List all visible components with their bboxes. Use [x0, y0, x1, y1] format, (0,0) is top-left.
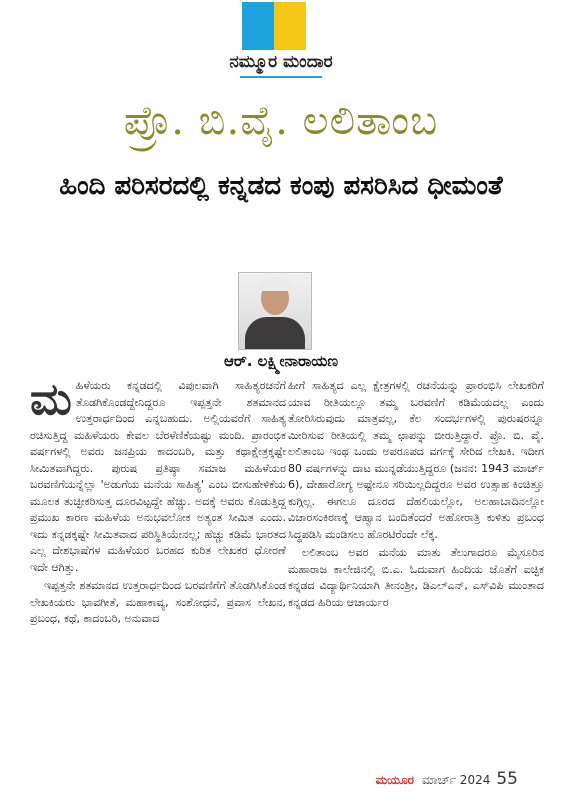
magazine-name: ಮಯೂರ	[375, 773, 415, 787]
article-column-left	[30, 374, 286, 630]
page-number: 55	[496, 769, 518, 789]
paragraph-text: ಹಿಳೆಯರು ಕನ್ನಡದಲ್ಲಿ ವಿಪುಲವಾಗಿ ಸಾಹಿತ್ಯರಚನೆಗೆ ತೊಡಗಿಕೊಂಡದ್ದೇನಿದ್ದರೂ ಇಪ್ಪತ್ತನೇ ಶತಮಾನದ ಉತ್ತರಾರ್ಧದಿಂದ ಎನ್ನಬಹುದು. ಅಲ್ಲಿಯವರೆಗೆ ಸಾಹಿತ್ಯ ರಚಿಸುತ್ತಿದ್ದ ಮಹಿಳೆಯರು ಕೇವಲ ಬೆರಳೆಣಿಕೆಯಷ್ಟು ಮಂದಿ. ಪ್ರಾರಂಭಿಕ ವರ್ಷಗಳಲ್ಲಿ ಅವರು ಜನಪ್ರಿಯ ಕಾದಂಬರಿ, ಮತ್ತು ಕಥಾಕ್ಷೇತ್ರಕ್ಕಷ್ಟೇ ಸೀಮಿತವಾಗಿದ್ದರು. ಪುರುಷ ಪ್ರತಿಷ್ಠಾ ಸಮಾಜ ಮಹಿಳೆಯರ ಬರವಣಿಗೆಯನ್ನೆಲ್ಲಾ 'ಅಡುಗೆಯ ಮನೆಯ ಸಾಹಿತ್ಯ' ಎಂಬ ಬೀಸುಹೇಳಿಕೆಯ ಮೂಲಕ ತುಚ್ಛೀಕರಿಸುತ್ತ ದೂರವಿಟ್ಟದ್ದೇ ಹೆಚ್ಚು. ಅದಕ್ಕೆ ಅವರು ಕೊಡುತ್ತಿದ್ದ ಪ್ರಮುಖ ಕಾರಣ ಮಹಿಳೆಯ ಅನುಭವಲೋಕ ಅತ್ಯಂತ ಸೀಮಿತ ಎಂದು. ಇದು ಕನ್ನಡಕ್ಕಷ್ಟೇ ಸೀಮಿತವಾದ ಪರಿಸ್ಥಿತಿಯೇನಲ್ಲ; ಹೆಚ್ಚು ಕಡಿಮೆ ಭಾರತದ ಎಲ್ಲ ದೇಶಭಾಷೆಗಳ ಮಹಿಳೆಯರ ಬರಹದ ಕುರಿತ ಲೇಖಕರ ಧೋರಣೆ ಇದೇ ಆಗಿತ್ತು.	[30, 379, 286, 574]
page-footer	[376, 769, 518, 789]
article-subtitle: ಹಿಂದಿ ಪರಿಸರದಲ್ಲಿ ಕನ್ನಡದ ಕಂಪು ಪಸರಿಸಿದ ಧೀಮಂತೆ	[59, 171, 503, 201]
paragraph: ಹೀಗೆ ಸಾಹಿತ್ಯದ ಎಲ್ಲ ಕ್ಷೇತ್ರಗಳಲ್ಲಿ ರಚನೆಯನ್ನು ಪ್ರಾರಂಭಿಸಿ ಲೇಖಕರಿಗೆ ಯಾವ ರೀತಿಯಲ್ಲೂ ತಮ್ಮ ಬರವಣಿಗೆ ಕಡಿಮೆಯದಲ್ಲ ಎಂದು ತೋರಿಸಿರುವುದು ಮಾತ್ರವಲ್ಲ, ಕೆಲ ಸಂದರ್ಭಗಳಲ್ಲಿ ಪುರುಷರನ್ನೂ ಮೀರಿಸುವ ರೀತಿಯಲ್ಲಿ ತಮ್ಮ ಛಾಪನ್ನು ಬೀರುತ್ತಿದ್ದಾರೆ. ಪ್ರೊ. ಬಿ. ವೈ. ಲಲಿತಾಂಬ ಇಂಥ ಒಂದು ಅಪರೂಪದ ವರ್ಗಕ್ಕೆ ಸೇರಿದ ಲೇಖಕಿ. ಇದೀಗ 80 ವರ್ಷಗಳನ್ನು ದಾಟ ಮುನ್ನಡೆಯುತ್ತಿದ್ದರೂ (ಜನನ: 1943 ಮಾರ್ಚ್ 6), ದೇಹಾರೋಗ್ಯ ಅಷ್ಟೇನೂ ಸರಿಯಿಲ್ಲದಿದ್ದರೂ ಅವರ ಉತ್ಸಾಹ ಕಿಂಚಿತ್ತೂ ಕುಗ್ಗಿಲ್ಲ. ಈಗಲೂ ದೂರದ ದೆಹಲಿಯಲ್ಲೋ, ಅಲಹಾಬಾದಿನಲ್ಲೋ ವಿಚಾರಸಂಕಿರಣಕ್ಕೆ ಆಹ್ವಾನ ಬಂದಿತೆಂದರೆ ಅಹೋರಾತ್ರಿ ಕುಳಿತು ಪ್ರಬಂಧ ಸಿದ್ಧಪಡಿಸಿ ಮಂಡಿಸಲು ಹೊರಟಿರೆಂದೇ ಲೆಕ್ಕ.	[288, 379, 544, 541]
section-label: ನಮ್ಮೂರ ಮಂದಾರ	[229, 52, 333, 72]
author-subject-photo	[238, 272, 312, 350]
section-divider	[240, 76, 322, 78]
article-column-right	[288, 378, 544, 613]
issue-date: ಮಾರ್ಚ್ 2024	[422, 773, 491, 787]
drop-cap: ಮ	[30, 374, 72, 425]
paragraph: ಲಲಿತಾಂಬ ಅವರ ಮನೆಯ ಮಾತು ತೆಲುಗಾದರೂ ಮೈಸೂರಿನ ಮಹಾರಾಜ ಕಾಲೇಜಿನಲ್ಲಿ ಬಿ.ಎ. ಓದುವಾಗ ಹಿಂದಿಯ ಜೊತೆಗೆ ಐಚ್ಛಿಕ ಕನ್ನಡದ ವಿದ್ಯಾರ್ಥಿನಿಯಾಗಿ ತೀನಂಶ್ರೀ, ಡಿಎಲ್‌ಎನ್, ಎಸ್‌ವಿಪಿ ಮುಂತಾದ ಕನ್ನಡದ ಹಿರಿಯ ಆಚಾರ್ಯರ	[288, 546, 544, 609]
photo-figure-body	[245, 317, 305, 350]
magazine-logo	[242, 2, 306, 50]
logo-yellow-block	[274, 2, 306, 50]
article-title: ಪ್ರೊ. ಬಿ.ವೈ. ಲಲಿತಾಂಬ	[123, 98, 439, 144]
author-byline: ಆರ್. ಲಕ್ಷ್ಮೀನಾರಾಯಣ	[224, 352, 338, 370]
paragraph: ಇಪ್ಪತ್ತನೇ ಶತಮಾನದ ಉತ್ತರಾರ್ಧದಿಂದ ಬರವಣಿಗೆಗೆ ತೊಡಗಿಸಿಕೊಂಡ ಲೇಖಕಿಯರು ಭಾವಗೀತೆ, ಮಹಾಕಾವ್ಯ, ಸಂಶೋಧನೆ, ಪ್ರವಾಸ ಲೇಖನ, ಪ್ರಬಂಧ, ಕಥೆ, ಕಾದಂಬರಿ, ಅನುವಾದ	[30, 579, 286, 625]
paragraph	[30, 374, 286, 576]
logo-blue-block	[242, 2, 274, 50]
photo-figure-hair	[259, 277, 291, 291]
